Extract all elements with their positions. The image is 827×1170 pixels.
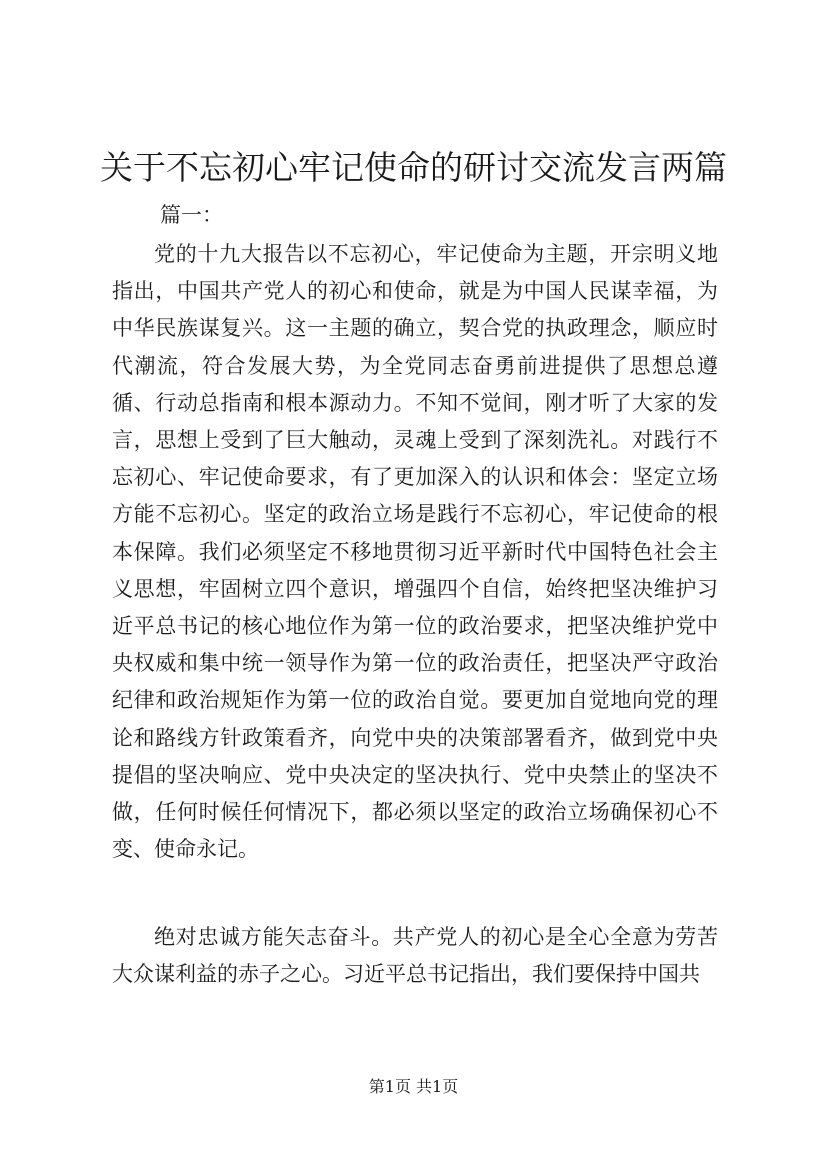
section-label: 篇一：	[160, 203, 223, 227]
document-title: 关于不忘初心牢记使命的研讨交流发言两篇	[100, 148, 727, 187]
page-footer: 第1页 共1页	[368, 1077, 459, 1096]
paragraph: 绝对忠诚方能矢志奋斗。共产党人的初心是全心全意为劳苦大众谋利益的赤子之心。习近平总书记指出，我们要保持中国共	[112, 925, 718, 987]
paragraph: 党的十九大报告以不忘初心，牢记使命为主题，开宗明义地指出，中国共产党人的初心和使命，就是为中国人民谋幸福，为中华民族谋复兴。这一主题的确立，契合党的执政理念，顺应时代潮流，符合发展大势，为全党同志奋勇前进提供了思想总遵循、行动总指南和根本源动力。不知不觉间，刚才听了大家的发言，思想上受到了巨大触动，灵魂上受到了深刻洗礼。对践行不忘初心、牢记使命要求，有了更加深入的认识和体会：坚定立场方能不忘初心。坚定的政治立场是践行不忘初心，牢记使命的根本保障。我们必须坚定不移地贯彻习近平新时代中国特色社会主义思想，牢固树立四个意识，增强四个自信，始终把坚决维护习近平总书记的核心地位作为第一位的政治要求，把坚决维护党中央权威和集中统一领导作为第一位的政治责任，把坚决严守政治纪律和政治规矩作为第一位的政治自觉。要更加自觉地向党的理论和路线方针政策看齐，向党中央的决策部署看齐，做到党中央提倡的坚决响应、党中央决定的坚决执行、党中央禁止的坚决不做，任何时候任何情况下，都必须以坚定的政治立场确保初心不变、使命永记。	[112, 242, 718, 862]
